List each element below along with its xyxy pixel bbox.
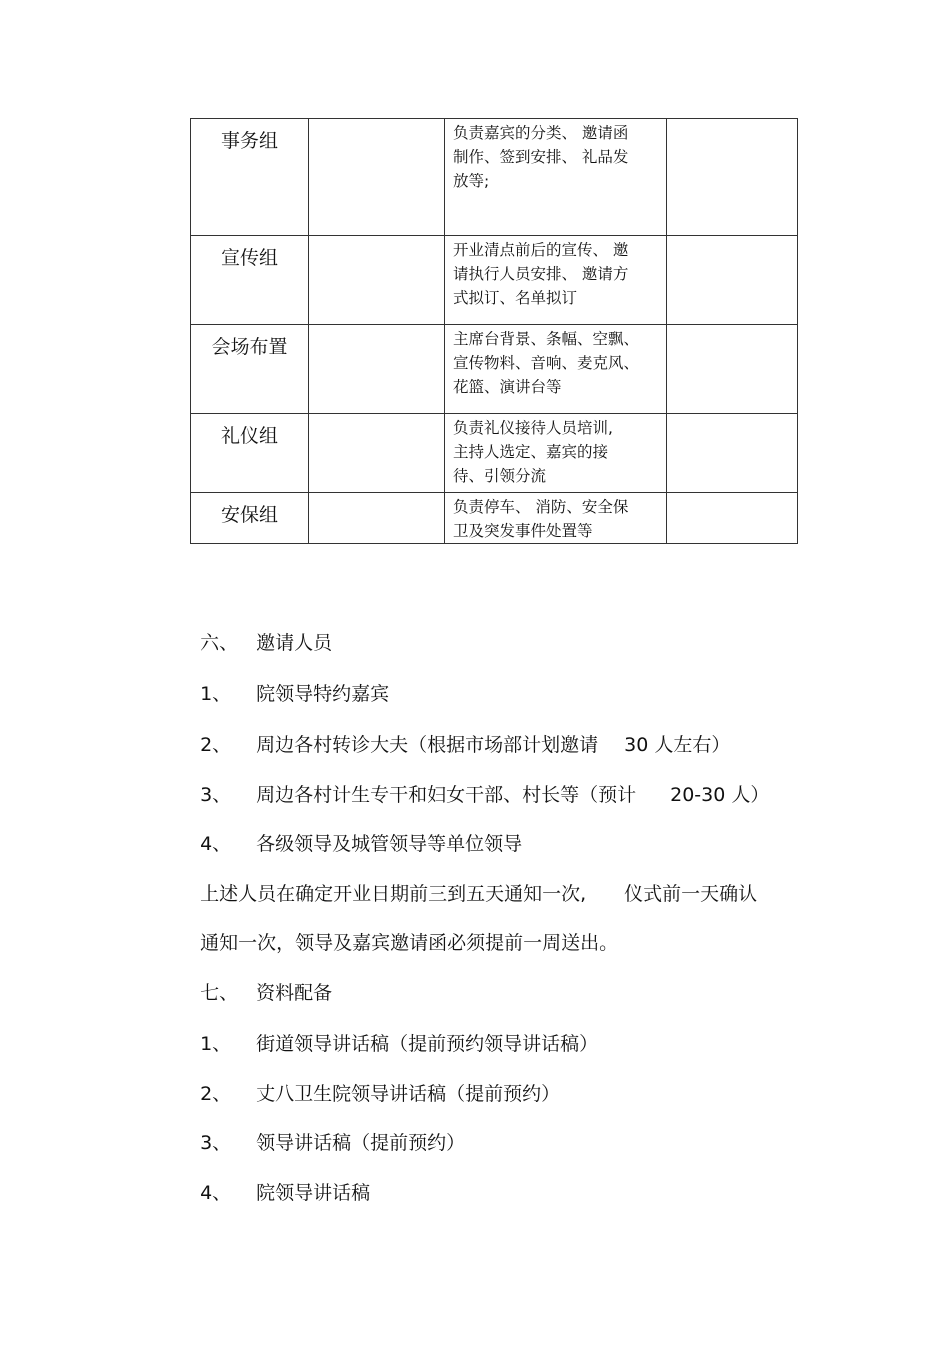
desc-line: 负责停车、 消防、安全保 (453, 498, 629, 516)
section-heading (188, 604, 332, 656)
desc-cell (445, 493, 667, 544)
desc-line: 主持人选定、嘉宾的接 (453, 443, 609, 461)
item-number: 2、 (200, 1083, 232, 1105)
paragraph-text: 通知一次，领导及嘉宾邀请函必须提前一周送出。 (200, 932, 619, 954)
paragraph-line (188, 855, 757, 907)
group-cell (191, 325, 309, 414)
desc-line: 放等; (453, 172, 490, 190)
desc-cell (445, 119, 667, 236)
group-cell (191, 236, 309, 325)
desc-cell (445, 236, 667, 325)
item-number: 4、 (200, 1182, 232, 1204)
item-text: 院领导讲话稿 (256, 1182, 371, 1204)
desc-line: 负责礼仪接待人员培训, (453, 419, 613, 437)
empty-cell (667, 325, 798, 414)
group-cell (191, 119, 309, 236)
table-row (191, 414, 798, 493)
item-text-tail: 20-30 人） (670, 784, 770, 806)
table-row (191, 119, 798, 236)
desc-line: 花篮、演讲台等 (453, 378, 562, 396)
desc-cell (445, 325, 667, 414)
empty-cell (309, 325, 445, 414)
list-item (188, 1104, 465, 1156)
item-text: 街道领导讲话稿（提前预约领导讲话稿） (256, 1033, 599, 1055)
desc-line: 制作、签到安排、 礼品发 (453, 148, 629, 166)
item-number: 1、 (200, 1033, 232, 1055)
desc-line: 待、引领分流 (453, 467, 547, 485)
item-text: 院领导特约嘉宾 (256, 683, 390, 705)
item-number: 1、 (200, 683, 232, 705)
list-item (188, 655, 389, 707)
item-text: 各级领导及城管领导等单位领导 (256, 833, 523, 855)
group-name: 会场布置 (211, 336, 288, 358)
section-title: 资料配备 (256, 982, 333, 1004)
item-text-tail: 30 人左右） (624, 734, 731, 756)
table-row (191, 493, 798, 544)
responsibility-table (190, 118, 798, 544)
group-name: 事务组 (220, 130, 278, 152)
desc-line: 负责嘉宾的分类、 邀请函 (453, 124, 629, 142)
table-row (191, 325, 798, 414)
list-item (188, 1055, 560, 1107)
group-cell (191, 414, 309, 493)
item-number: 2、 (200, 734, 232, 756)
paragraph-text-tail: 仪式前一天确认 (624, 883, 758, 905)
section-heading (188, 954, 332, 1006)
desc-line: 卫及突发事件处置等 (453, 522, 593, 540)
item-number: 3、 (200, 784, 232, 806)
item-text: 丈八卫生院领导讲话稿（提前预约） (256, 1083, 561, 1105)
empty-cell (667, 493, 798, 544)
list-item (188, 756, 769, 808)
section-number: 六、 (200, 632, 239, 654)
section-number: 七、 (200, 982, 239, 1004)
empty-cell (309, 119, 445, 236)
item-text: 领导讲话稿（提前预约） (256, 1132, 466, 1154)
desc-line: 宣传物料、音响、麦克风、 (453, 354, 640, 372)
empty-cell (309, 236, 445, 325)
group-name: 安保组 (220, 504, 278, 526)
empty-cell (667, 414, 798, 493)
item-number: 3、 (200, 1132, 232, 1154)
empty-cell (309, 493, 445, 544)
list-item (188, 706, 730, 758)
list-item (188, 1154, 370, 1206)
group-cell (191, 493, 309, 544)
empty-cell (667, 236, 798, 325)
empty-cell (667, 119, 798, 236)
desc-line: 式拟订、名单拟订 (453, 289, 578, 307)
paragraph-text: 上述人员在确定开业日期前三到五天通知一次, (200, 883, 587, 905)
desc-line: 开业清点前后的宣传、 邀 (453, 241, 629, 259)
group-name: 礼仪组 (220, 425, 278, 447)
desc-line: 主席台背景、条幅、空飘、 (453, 330, 640, 348)
section-title: 邀请人员 (256, 632, 333, 654)
desc-cell (445, 414, 667, 493)
list-item (188, 1005, 598, 1057)
desc-line: 请执行人员安排、 邀请方 (453, 265, 629, 283)
paragraph-line (188, 904, 618, 956)
group-name: 宣传组 (220, 247, 278, 269)
list-item (188, 805, 522, 857)
item-text: 周边各村计生专干和妇女干部、村长等（预计 (256, 784, 637, 806)
item-text: 周边各村转诊大夫（根据市场部计划邀请 (256, 734, 599, 756)
table-row (191, 236, 798, 325)
item-number: 4、 (200, 833, 232, 855)
empty-cell (309, 414, 445, 493)
